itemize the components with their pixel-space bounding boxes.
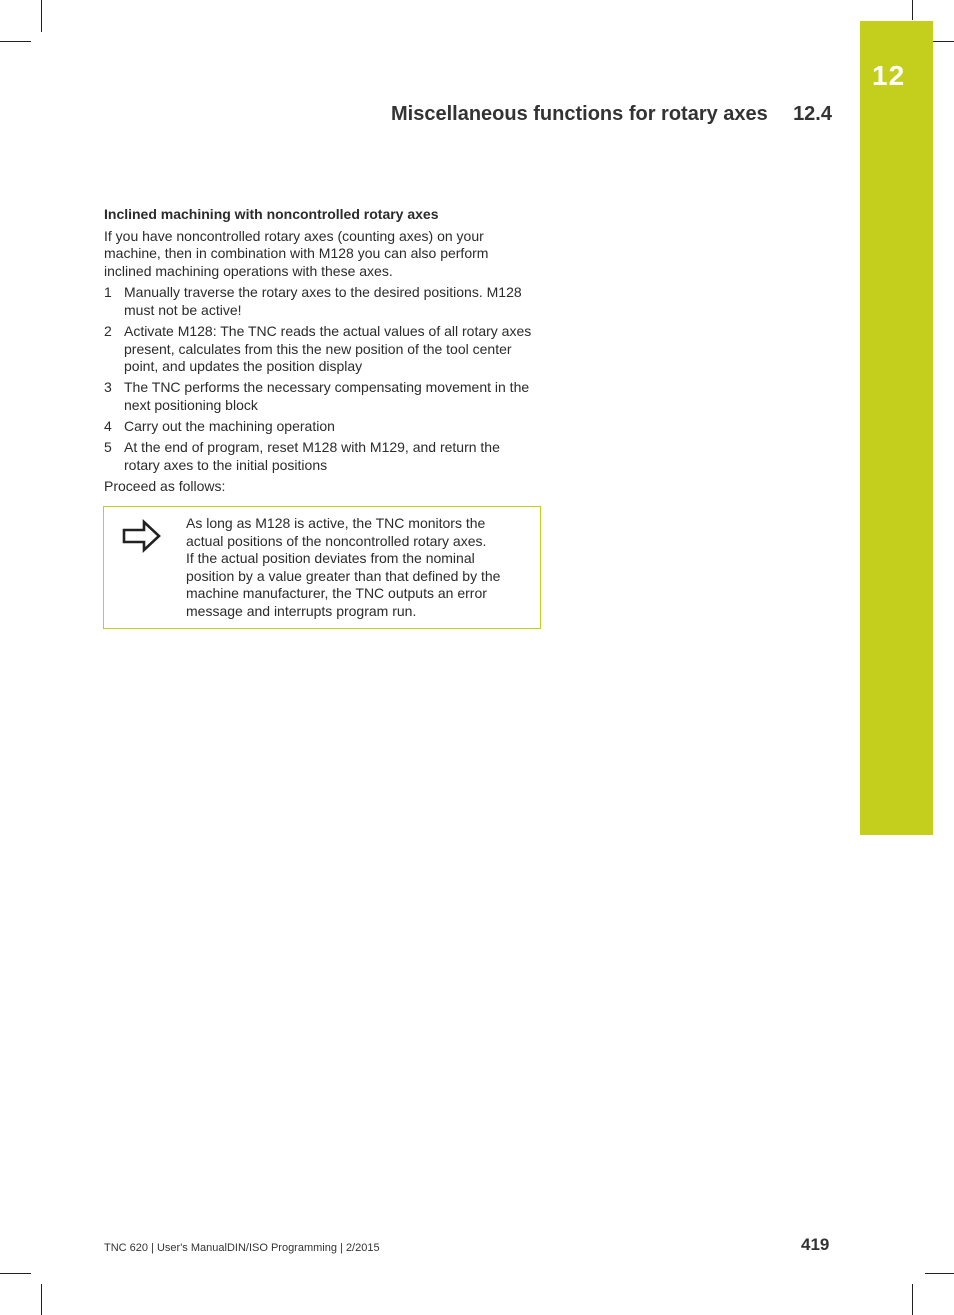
crop-mark: [0, 41, 31, 42]
crop-mark: [912, 0, 913, 20]
note-box: [103, 506, 541, 629]
chapter-tab: [860, 21, 933, 835]
arrow-right-icon: [122, 519, 162, 553]
running-header: [391, 103, 832, 126]
crop-mark: [0, 1273, 31, 1274]
step-text: The TNC performs the necessary compensating movement in the next positioning block: [124, 379, 530, 413]
page-number: 419: [801, 1235, 830, 1254]
list-item: [104, 379, 536, 414]
note-line: If the actual position deviates from the nominal position by a value greater than that defined by the machine manufacturer, the TNC outputs an error message and interrupts program run.: [186, 550, 501, 619]
step-number: 2: [104, 323, 112, 340]
crop-mark: [925, 1273, 954, 1274]
step-text: Carry out the machining operation: [124, 418, 335, 435]
step-number: 3: [104, 379, 112, 396]
list-item: [104, 418, 536, 436]
crop-mark: [41, 1284, 42, 1315]
crop-mark: [912, 1284, 913, 1315]
note-line: As long as M128 is active, the TNC monitors the actual positions of the noncontrolled rotary axes.: [186, 515, 487, 549]
proceed-text: Proceed as follows:: [104, 477, 226, 494]
step-text: Manually traverse the rotary axes to the desired positions. M128 must not be active!: [124, 284, 522, 318]
chapter-number: 12: [872, 60, 906, 91]
step-text: Activate M128: The TNC reads the actual values of all rotary axes present, calculates from this the new position of the tool center point, and updates the position display: [124, 323, 532, 375]
steps-list: [104, 284, 536, 474]
step-text: At the end of program, reset M128 with M129, and return the rotary axes to the initial positions: [124, 439, 500, 473]
note-text: [186, 515, 526, 621]
main-content: [104, 206, 536, 495]
header-section: 12.4: [793, 103, 832, 125]
list-item: [104, 439, 536, 474]
crop-mark: [41, 0, 42, 32]
header-title: Miscellaneous functions for rotary axes: [391, 103, 768, 125]
list-item: [104, 323, 536, 376]
list-item: [104, 284, 536, 319]
step-number: 5: [104, 439, 112, 456]
step-number: 4: [104, 418, 112, 435]
subheading: Inclined machining with noncontrolled rotary axes: [104, 206, 439, 222]
intro-paragraph: If you have noncontrolled rotary axes (counting axes) on your machine, then in combination with M128 you can also perform inclined machining operations with these axes.: [104, 227, 489, 279]
footer-text: TNC 620 | User's ManualDIN/ISO Programming | 2/2015: [104, 1242, 380, 1254]
step-number: 1: [104, 284, 112, 301]
